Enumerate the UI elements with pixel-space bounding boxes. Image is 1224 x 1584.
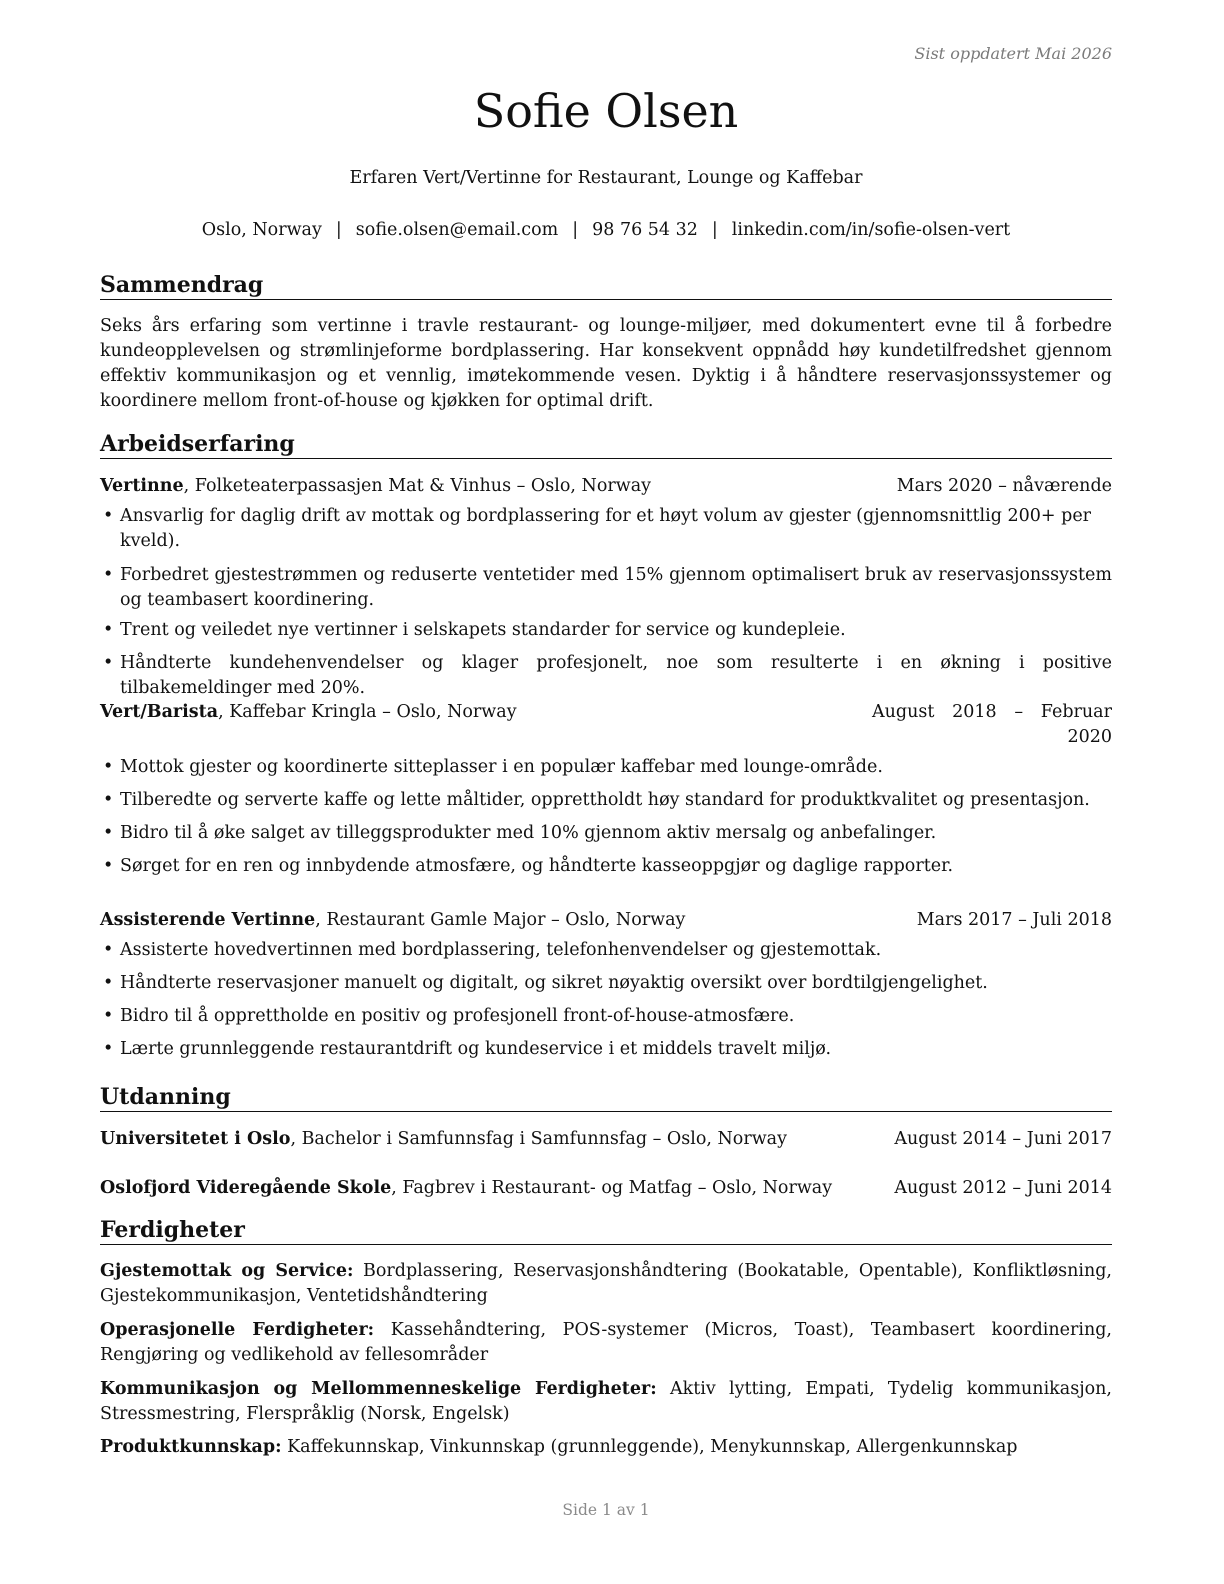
skill-text: Aktiv lytting, Empati, Tydelig kommunikasjon, Stressmestring, Flerspråklig (Norsk, Engelsk) xyxy=(100,1379,1112,1424)
education-entry xyxy=(100,1127,1112,1152)
job-role: Assisterende Vertinne xyxy=(100,910,316,930)
education-dates: August 2014 – Juni 2017 xyxy=(894,1129,1112,1149)
skill-label: Kommunikasjon og Mellommenneskelige Ferdigheter: xyxy=(100,1379,657,1399)
job-bullet: • Håndterte kundehenvendelser og klager profesjonelt, noe som resulterte i en økning i positive tilbakemeldinger med 20%. xyxy=(100,651,1112,701)
job-bullet: • Ansvarlig for daglig drift av mottak og bordplassering for et høyt volum av gjester (gjennomsnittlig 200+ per kveld). xyxy=(100,504,1112,554)
skill-row xyxy=(100,1377,1112,1427)
job-dates: Mars 2020 – nåværende xyxy=(896,476,1112,496)
contact-location: Oslo, Norway xyxy=(201,220,322,240)
skill-row xyxy=(100,1259,1112,1309)
contact-email[interactable]: sofie.olsen@email.com xyxy=(355,220,559,240)
job-employer: , Restaurant Gamle Major – Oslo, Norway xyxy=(315,910,686,930)
job-bullet: • Lærte grunnleggende restaurantdrift og kundeservice i et middels travelt miljø. xyxy=(100,1037,1112,1062)
job-header xyxy=(100,908,1112,933)
job-header xyxy=(100,474,1112,499)
page-number: Side 1 av 1 xyxy=(562,1501,650,1519)
contact-separator: | xyxy=(711,220,718,240)
job-employer: , Kaffebar Kringla – Oslo, Norway xyxy=(218,702,517,722)
job-dates: August 2018 – Februar 2020 xyxy=(872,702,1112,747)
job-employer: , Folketeaterpassasjen Mat & Vinhus – Oslo, Norway xyxy=(183,476,652,496)
job-bullet: • Trent og veiledet nye vertinner i selskapets standarder for service og kundepleie. xyxy=(100,618,1112,643)
job-bullet: • Assisterte hovedvertinnen med bordplassering, telefonhenvendelser og gjestemottak. xyxy=(100,938,1112,963)
candidate-name: Sofie Olsen xyxy=(473,84,739,138)
education-dates: August 2012 – Juni 2014 xyxy=(894,1178,1112,1198)
skill-row xyxy=(100,1318,1112,1368)
job-dates: Mars 2017 – Juli 2018 xyxy=(916,910,1112,930)
candidate-headline: Erfaren Vert/Vertinne for Restaurant, Lounge og Kaffebar xyxy=(349,168,863,188)
education-school: Universitetet i Oslo xyxy=(100,1129,291,1149)
last-updated-note: Sist oppdatert Mai 2026 xyxy=(914,44,1112,63)
skill-label: Gjestemottak og Service: xyxy=(100,1261,354,1281)
skill-text: Bordplassering, Reservasjonshåndtering (Bookatable, Opentable), Konfliktløsning, Gjestekommunikasjon, Ventetidshåndtering xyxy=(100,1261,1112,1306)
education-school: Oslofjord Videregående Skole xyxy=(100,1178,392,1198)
job-bullet: • Bidro til å opprettholde en positiv og profesjonell front-of-house-atmosfære. xyxy=(100,1004,1112,1029)
skill-text: Kaffekunnskap, Vinkunnskap (grunnleggende), Menykunnskap, Allergenkunnskap xyxy=(281,1437,1018,1457)
job-bullet: • Tilberedte og serverte kaffe og lette måltider, opprettholdt høy standard for produktkvalitet og presentasjon. xyxy=(100,788,1112,813)
job-header xyxy=(100,700,1112,747)
skill-row xyxy=(100,1435,1112,1460)
job-bullet: • Forbedret gjestestrømmen og reduserte ventetider med 15% gjennom optimalisert bruk av reservasjonssystem og teambasert koordinering. xyxy=(100,563,1112,613)
education-detail: , Bachelor i Samfunnsfag i Samfunnsfag – Oslo, Norway xyxy=(290,1129,787,1149)
job-bullet: • Håndterte reservasjoner manuelt og digitalt, og sikret nøyaktig oversikt over bordtilgjengelighet. xyxy=(100,971,1112,996)
section-title-education: Utdanning xyxy=(100,1083,1112,1112)
section-title-experience: Arbeidserfaring xyxy=(100,430,1112,459)
contact-line xyxy=(100,220,1112,240)
job-bullets xyxy=(100,938,1112,1070)
job-role: Vertinne xyxy=(100,476,184,496)
job-bullets xyxy=(100,755,1112,887)
education-detail: , Fagbrev i Restaurant- og Matfag – Oslo, Norway xyxy=(391,1178,833,1198)
section-title-summary: Sammendrag xyxy=(100,271,1112,300)
contact-separator: | xyxy=(335,220,342,240)
contact-phone: 98 76 54 32 xyxy=(592,220,698,240)
section-title-skills: Ferdigheter xyxy=(100,1216,1112,1245)
job-bullet: • Mottok gjester og koordinerte sitteplasser i en populær kaffebar med lounge-område. xyxy=(100,755,1112,780)
job-role: Vert/Barista xyxy=(100,702,219,722)
contact-separator: | xyxy=(572,220,579,240)
job-bullets xyxy=(100,504,1112,709)
summary-text: Seks års erfaring som vertinne i travle restaurant- og lounge-miljøer, med dokumentert evne til å forbedre kundeopplevelsen og strømlinjeforme bordplassering. Har konsekvent oppnådd høy kundetilfredshet gjennom effektiv kommunikasjon og et vennlig, imøtekommende vesen. Dyktig i å håndtere reservasjonssystemer og koordinere mellom front-of-house og kjøkken for optimal drift. xyxy=(100,316,1112,411)
job-bullet: • Sørget for en ren og innbydende atmosfære, og håndterte kasseoppgjør og daglige rapporter. xyxy=(100,854,1112,879)
skill-text: Kassehåndtering, POS-systemer (Micros, Toast), Teambasert koordinering, Rengjøring og vedlikehold av fellesområder xyxy=(100,1320,1112,1365)
education-entry xyxy=(100,1176,1112,1201)
contact-linkedin[interactable]: linkedin.com/in/sofie-olsen-vert xyxy=(731,220,1011,240)
skill-label: Produktkunnskap: xyxy=(100,1437,282,1457)
job-bullet: • Bidro til å øke salget av tilleggsprodukter med 10% gjennom aktiv mersalg og anbefalinger. xyxy=(100,821,1112,846)
skill-label: Operasjonelle Ferdigheter: xyxy=(100,1320,375,1340)
resume-page xyxy=(100,0,1112,1584)
